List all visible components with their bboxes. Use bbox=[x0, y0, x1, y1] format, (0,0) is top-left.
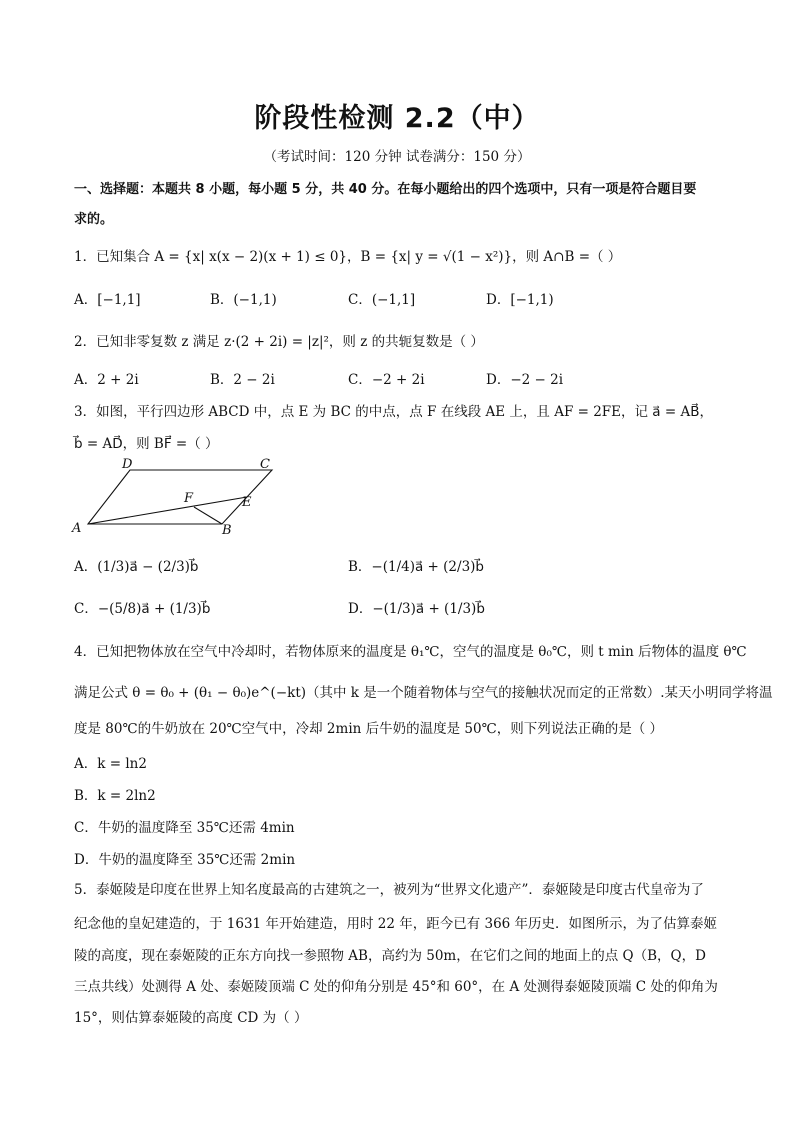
q1-option-c: C．(−1,1] bbox=[348, 292, 416, 308]
question-1-stem: 1．已知集合 A = {x| x(x − 2)(x + 1) ≤ 0}，B = {x| y = √(1 − x²)}，则 A∩B =（ ） bbox=[74, 249, 622, 265]
question-3-stem-cont: b⃗ = AD⃗，则 BF⃗ =（ ） bbox=[74, 436, 219, 452]
q3-option-b: B．−(1/4)a⃗ + (2/3)b⃗ bbox=[348, 559, 484, 575]
page-title: 阶段性检测 2.2（中） bbox=[254, 103, 540, 134]
q3-option-d: D．−(1/3)a⃗ + (1/3)b⃗ bbox=[348, 601, 485, 617]
q1-option-a: A．[−1,1] bbox=[74, 292, 141, 308]
label-e: E bbox=[242, 495, 252, 510]
question-4-stem-cont1: 满足公式 θ = θ₀ + (θ₁ − θ₀)e^(−kt)（其中 k 是一个随着物体与空气的接触状况而定的正常数）.某天小明同学将温 bbox=[74, 685, 773, 701]
section-heading: 一、选择题：本题共 8 小题，每小题 5 分，共 40 分。在每小题给出的四个选项中，只有一项是符合题目要 bbox=[74, 182, 697, 197]
q2-option-b: B．2 − 2i bbox=[210, 372, 275, 388]
q3-option-a: A．(1/3)a⃗ − (2/3)b⃗ bbox=[74, 559, 199, 575]
q4-option-c: C．牛奶的温度降至 35℃还需 4min bbox=[74, 820, 295, 836]
q1-option-d: D．[−1,1) bbox=[486, 292, 554, 308]
parallelogram-diagram bbox=[70, 456, 290, 536]
label-c: C bbox=[260, 457, 270, 472]
page-subtitle: （考试时间：120 分钟 试卷满分：150 分） bbox=[263, 149, 531, 165]
question-2-stem: 2．已知非零复数 z 满足 z·(2 + 2i) = |z|²，则 z 的共轭复数是（ ） bbox=[74, 334, 484, 350]
question-3-stem: 3．如图，平行四边形 ABCD 中，点 E 为 BC 的中点，点 F 在线段 AE 上，且 AF = 2FE，记 a⃗ = AB⃗， bbox=[74, 404, 713, 420]
question-5-line-1: 5．泰姬陵是印度在世界上知名度最高的古建筑之一，被列为“世界文化遗产”．泰姬陵是印度古代皇帝为了 bbox=[74, 882, 704, 898]
q2-option-c: C．−2 + 2i bbox=[348, 372, 425, 388]
question-5-line-3: 陵的高度，现在泰姬陵的正东方向找一参照物 AB，高约为 50m，在它们之间的地面上的点 Q（B，Q，D bbox=[74, 948, 706, 964]
q4-option-a: A．k = ln2 bbox=[74, 756, 147, 772]
parallelogram-figure bbox=[70, 456, 290, 536]
question-4-stem-cont2: 度是 80℃的牛奶放在 20℃空气中，冷却 2min 后牛奶的温度是 50℃，则下列说法正确的是（ ） bbox=[74, 721, 663, 737]
question-5-line-4: 三点共线）处测得 A 处、泰姬陵顶端 C 处的仰角分别是 45°和 60°，在 A 处测得泰姬陵顶端 C 处的仰角为 bbox=[74, 979, 718, 995]
label-f: F bbox=[184, 491, 194, 506]
q3-option-c: C．−(5/8)a⃗ + (1/3)b⃗ bbox=[74, 601, 211, 617]
segment-ae bbox=[88, 497, 247, 524]
label-d: D bbox=[122, 457, 133, 472]
q2-option-d: D．−2 − 2i bbox=[486, 372, 564, 388]
question-4-stem: 4．已知把物体放在空气中冷却时，若物体原来的温度是 θ₁℃，空气的温度是 θ₀℃，则 t min 后物体的温度 θ℃ bbox=[74, 644, 747, 660]
q2-option-a: A．2 + 2i bbox=[74, 372, 139, 388]
q1-option-b: B．(−1,1) bbox=[210, 292, 277, 308]
q4-option-b: B．k = 2ln2 bbox=[74, 788, 156, 804]
section-heading-cont: 求的。 bbox=[74, 212, 114, 227]
label-a: A bbox=[72, 521, 82, 536]
segment-bf bbox=[194, 507, 222, 524]
question-5-line-5: 15°，则估算泰姬陵的高度 CD 为（ ） bbox=[74, 1010, 308, 1026]
question-5-line-2: 纪念他的皇妃建造的，于 1631 年开始建造，用时 22 年，距今已有 366 年历史．如图所示，为了估算泰姬 bbox=[74, 916, 718, 932]
q4-option-d: D．牛奶的温度降至 35℃还需 2min bbox=[74, 852, 296, 868]
label-b: B bbox=[222, 523, 232, 536]
